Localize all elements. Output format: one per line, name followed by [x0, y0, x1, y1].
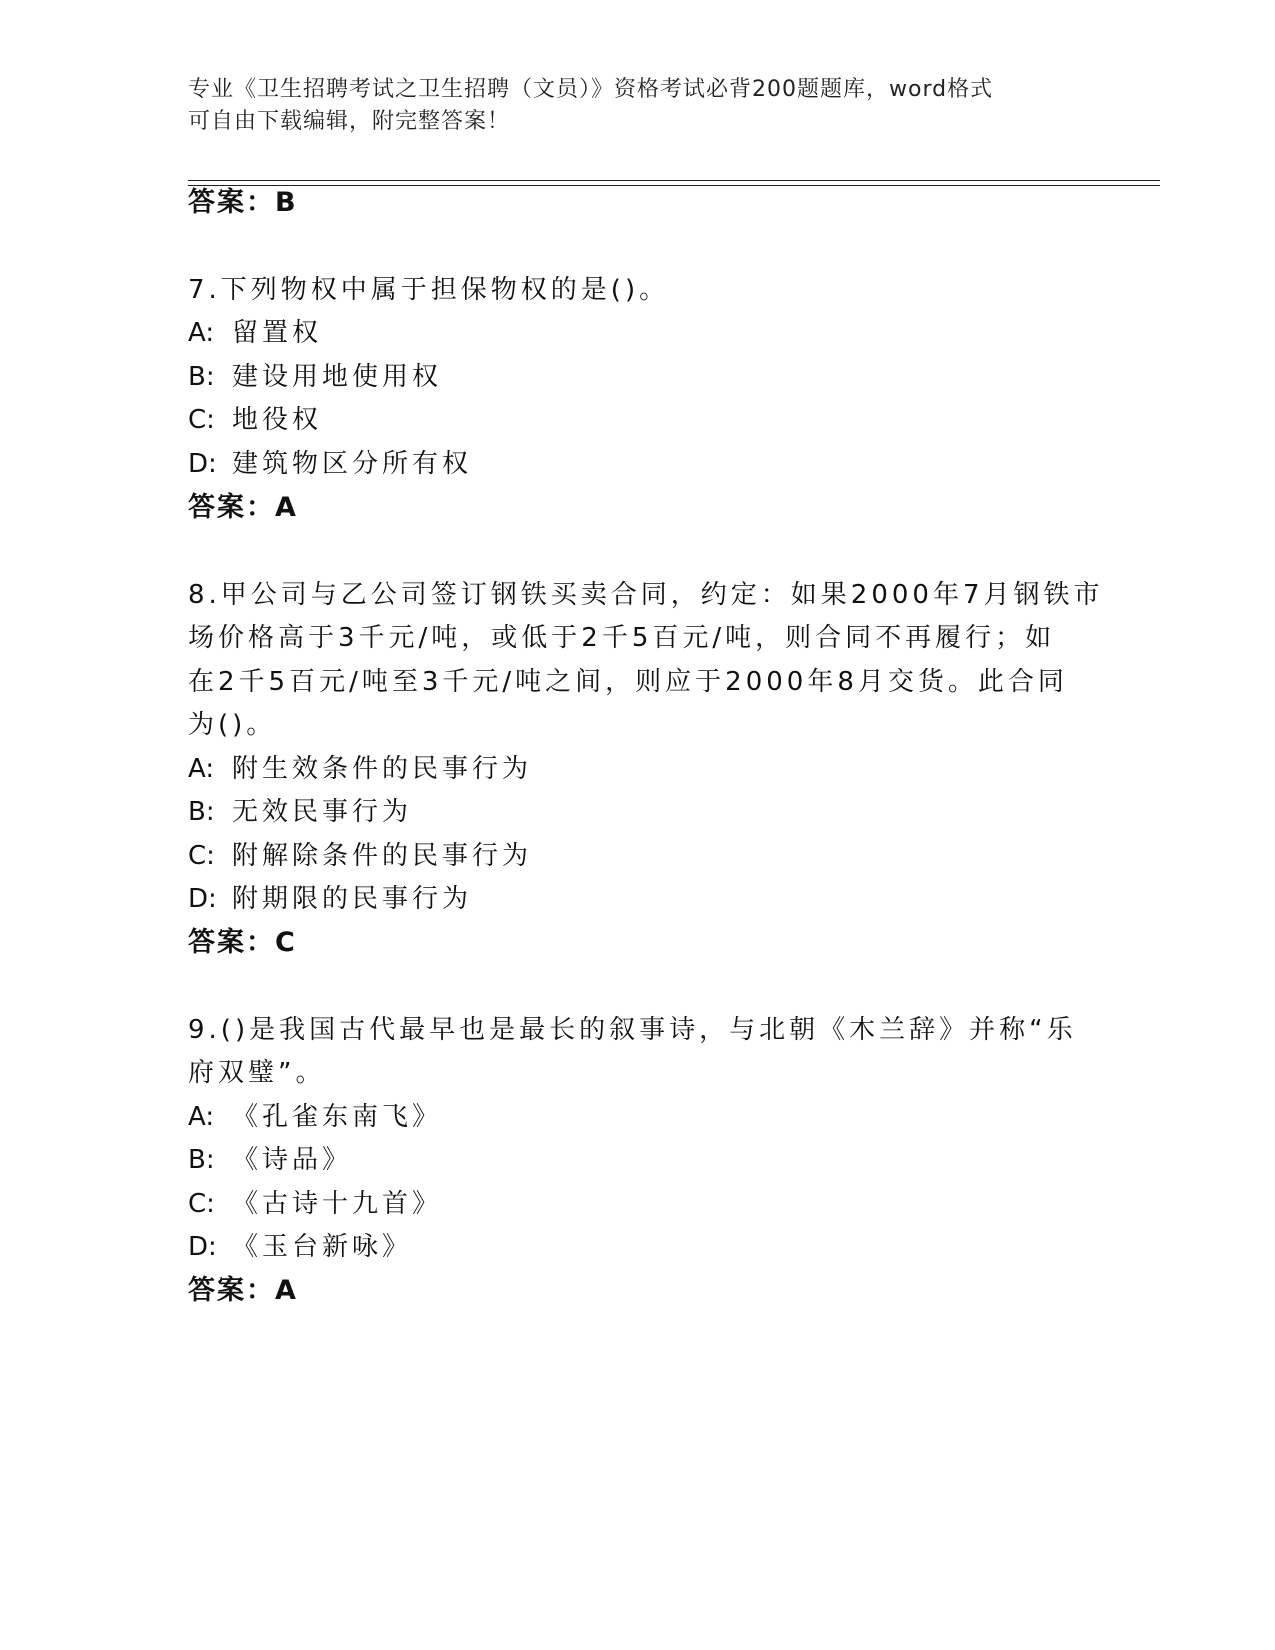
document-header: [188, 74, 1078, 138]
header-divider-top: [188, 180, 1160, 181]
question-7-option-a: [188, 318, 322, 348]
option-text: 附生效条件的民事行为: [232, 754, 533, 784]
question-8-line-1: 8.甲公司与乙公司签订钢铁买卖合同，约定：如果2000年7月钢铁市: [188, 580, 1104, 610]
question-9-option-a: [188, 1102, 442, 1132]
question-7-option-c: [188, 405, 322, 435]
option-text: 建筑物区分所有权: [232, 449, 473, 479]
question-8-option-b: [188, 797, 412, 827]
header-divider-bottom: [188, 185, 1160, 186]
option-label: C:: [188, 405, 215, 435]
question-8-line-3: 在2千5百元/吨至3千元/吨之间，则应于2000年8月交货。此合同: [188, 667, 1068, 697]
option-label: B:: [188, 1145, 215, 1175]
option-text: 无效民事行为: [232, 797, 413, 827]
option-label: B:: [188, 362, 215, 392]
option-label: D:: [188, 884, 217, 914]
option-text: 地役权: [232, 405, 323, 435]
header-line-1: 专业《卫生招聘考试之卫生招聘（文员）》资格考试必背200题题库，word格式: [188, 77, 994, 102]
question-9-line-2: 府双璧”。: [188, 1058, 326, 1088]
question-8-option-c: [188, 841, 532, 871]
option-text: 留置权: [232, 318, 323, 348]
question-8-option-a: [188, 754, 532, 784]
option-text: 附期限的民事行为: [232, 884, 473, 914]
option-text: 附解除条件的民事行为: [232, 841, 533, 871]
option-text: 《玉台新咏》: [232, 1232, 413, 1262]
option-text: 《孔雀东南飞》: [232, 1102, 443, 1132]
question-9-answer: 答案：A: [188, 1275, 298, 1306]
option-label: D:: [188, 1232, 217, 1262]
question-8-answer: 答案：C: [188, 927, 297, 958]
option-label: D:: [188, 449, 217, 479]
question-9-option-c: [188, 1189, 442, 1219]
previous-answer: 答案：B: [188, 187, 298, 218]
option-label: A:: [188, 318, 215, 348]
option-label: C:: [188, 1189, 215, 1219]
question-7-answer: 答案：A: [188, 492, 298, 523]
option-label: A:: [188, 1102, 215, 1132]
question-8-line-2: 场价格高于3千元/吨，或低于2千5百元/吨，则合同不再履行；如: [188, 623, 1056, 653]
question-8-option-d: [188, 884, 472, 914]
header-line-2: 可自由下载编辑，附完整答案！: [188, 109, 511, 134]
question-8-line-4: 为()。: [188, 710, 277, 740]
question-7-line-1: 7.下列物权中属于担保物权的是()。: [188, 275, 670, 305]
question-9-option-b: [188, 1145, 352, 1175]
question-9-option-d: [188, 1232, 412, 1262]
question-9-line-1: 9.()是我国古代最早也是最长的叙事诗，与北朝《木兰辞》并称“乐: [188, 1015, 1077, 1045]
option-text: 《古诗十九首》: [232, 1189, 443, 1219]
question-7-option-d: [188, 449, 472, 479]
option-text: 《诗品》: [232, 1145, 353, 1175]
question-7-option-b: [188, 362, 442, 392]
option-label: B:: [188, 797, 215, 827]
option-label: A:: [188, 754, 215, 784]
option-text: 建设用地使用权: [232, 362, 443, 392]
option-label: C:: [188, 841, 215, 871]
